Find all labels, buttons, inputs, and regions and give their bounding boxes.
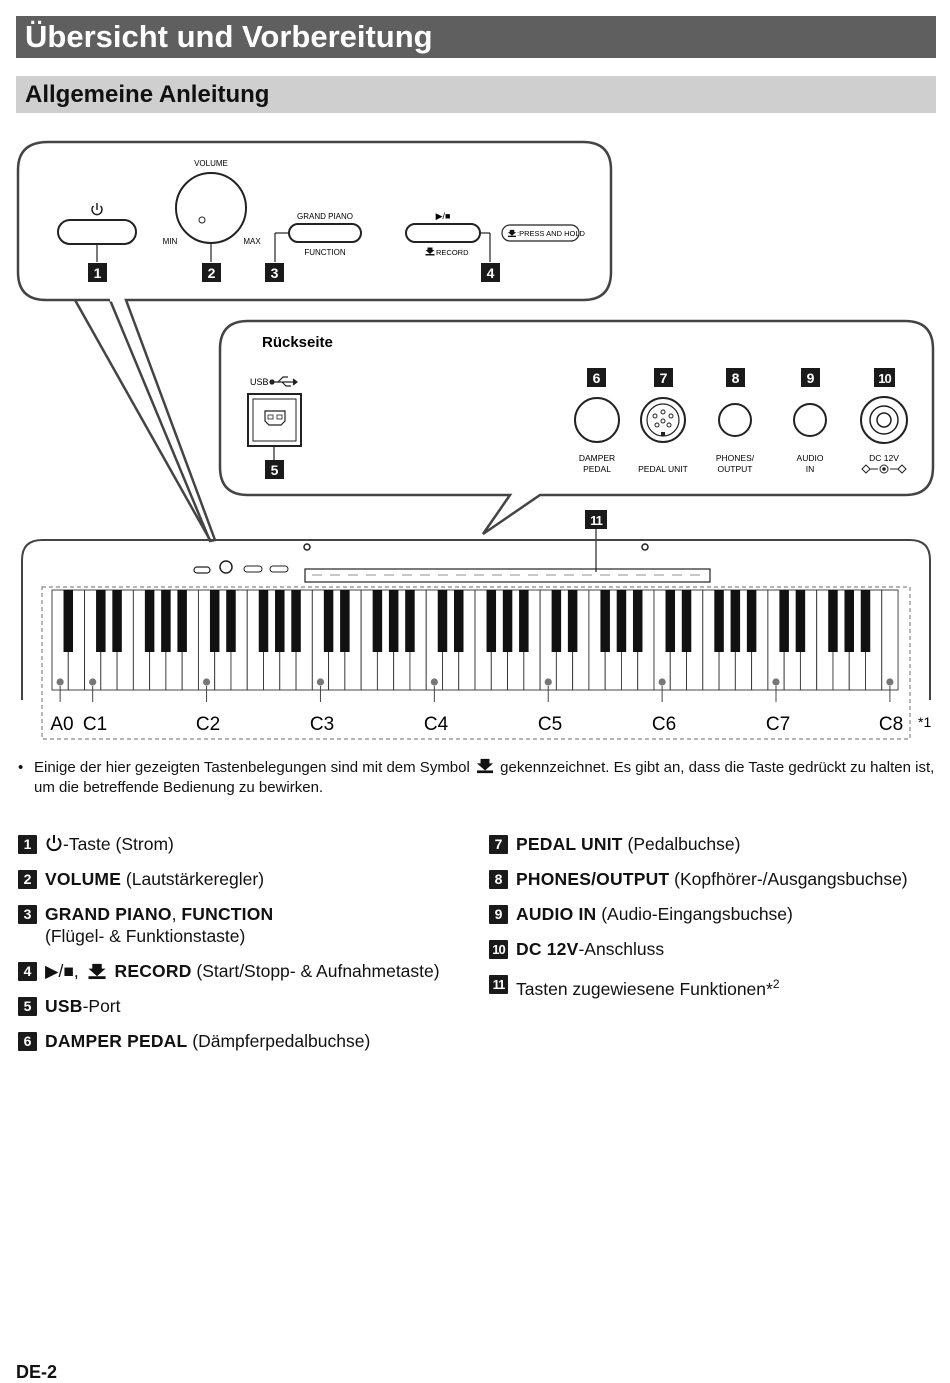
badge-2: 2 — [18, 870, 37, 889]
play-stop-record-button[interactable] — [406, 224, 480, 242]
legend-bold-7: PEDAL UNIT — [516, 834, 623, 854]
dc-12v-label: DC 12V — [869, 453, 899, 463]
key-label-c7: C7 — [765, 714, 791, 735]
key-label-c1: C1 — [82, 714, 108, 735]
black-key — [438, 590, 448, 652]
key-label-a0: A0 — [50, 714, 74, 735]
note-text-2: gekennzeichnet. Es gibt an, dass die Taste gedrückt zu halten ist, um die betreffende Bedienung zu bewirken. — [34, 759, 935, 796]
page-number: DE-2 — [16, 1362, 58, 1382]
dc-12v-jack[interactable] — [861, 397, 907, 443]
badge-10: 10 — [489, 940, 508, 959]
badge-8: 8 — [489, 870, 508, 889]
badge-6: 6 — [18, 1032, 37, 1051]
volume-knob[interactable] — [176, 173, 246, 243]
black-key — [96, 590, 106, 652]
piano-diagram — [0, 120, 950, 745]
black-key — [779, 590, 789, 652]
callout-9 — [801, 368, 820, 387]
legend-text-8: (Kopfhörer-/Ausgangsbuchse) — [669, 869, 908, 889]
download-icon — [474, 758, 496, 774]
legend-text-1: -Taste (Strom) — [63, 834, 174, 854]
callout-7 — [654, 368, 673, 387]
svg-text:8: 8 — [731, 370, 740, 386]
legend-item-6 — [18, 1030, 478, 1052]
key-marker-dot — [57, 678, 64, 685]
black-key — [844, 590, 854, 652]
damper-pedal-jack[interactable] — [575, 398, 619, 442]
grand-piano-button[interactable] — [289, 224, 361, 242]
legend-item-3 — [18, 903, 478, 947]
legend-item-11 — [489, 973, 939, 1000]
function-label: FUNCTION — [304, 248, 346, 257]
usb-icon — [270, 377, 297, 386]
black-key — [568, 590, 578, 652]
badge-3: 3 — [18, 905, 37, 924]
record-download-icon — [426, 248, 435, 256]
legend-bold-4: RECORD — [114, 961, 192, 981]
badge-11: 11 — [489, 975, 508, 994]
mini-control-panel — [194, 561, 710, 582]
callout-2 — [202, 263, 221, 282]
badge-7: 7 — [489, 835, 508, 854]
power-icon — [45, 834, 63, 852]
callout-8 — [726, 368, 745, 387]
key-label-c8: C8 — [878, 714, 904, 735]
callout-5 — [265, 460, 284, 479]
press-hold-note — [18, 758, 938, 798]
black-key — [210, 590, 220, 652]
legend-bold-5: USB — [45, 996, 83, 1016]
legend-sup-11: 2 — [772, 977, 780, 991]
power-icon — [92, 203, 102, 215]
key-marker-dot — [431, 678, 438, 685]
play-stop-symbol: ▶/■ — [435, 211, 451, 221]
black-key — [600, 590, 610, 652]
legend-item-5 — [18, 995, 478, 1017]
audio-in-jack[interactable] — [794, 404, 826, 436]
key-marker-dot — [545, 678, 552, 685]
phones-output-label: PHONES/ — [715, 453, 755, 463]
legend-sym-4: ▶/■, — [45, 961, 84, 981]
page-title: Übersicht und Vorbereitung — [16, 16, 936, 58]
black-key — [405, 590, 415, 652]
legend-item-9 — [489, 903, 939, 925]
black-key — [519, 590, 529, 652]
svg-text:9: 9 — [806, 370, 815, 386]
legend-bold-3a: GRAND PIANO — [45, 904, 172, 924]
legend-item-7 — [489, 833, 939, 855]
usb-port[interactable] — [248, 394, 301, 446]
legend-text-2: (Lautstärkeregler) — [121, 869, 265, 889]
black-key — [275, 590, 285, 652]
legend-text-7: (Pedalbuchse) — [622, 834, 741, 854]
svg-text:3: 3 — [270, 265, 279, 281]
pedal-unit-jack[interactable] — [641, 398, 685, 442]
legend-bold-2: VOLUME — [45, 869, 122, 889]
black-key — [828, 590, 838, 652]
svg-text::PRESS AND HOLD: :PRESS AND HOLD — [517, 229, 585, 238]
legend-item-2 — [18, 868, 478, 890]
black-key — [373, 590, 383, 652]
black-key — [503, 590, 513, 652]
press-hold-tag — [502, 225, 586, 241]
key-marker-dot — [886, 678, 893, 685]
keyboard-footnote: *1 — [918, 714, 932, 730]
black-key — [747, 590, 757, 652]
grand-piano-label: GRAND PIANO — [296, 212, 354, 221]
legend-item-8 — [489, 868, 939, 890]
section-title: Allgemeine Anleitung — [16, 76, 936, 113]
volume-label: VOLUME — [194, 159, 228, 168]
legend-bold-8: PHONES/OUTPUT — [516, 869, 670, 889]
black-key — [796, 590, 806, 652]
svg-text:11: 11 — [590, 513, 602, 528]
record-download-icon — [84, 962, 110, 980]
dc-polarity-icon — [862, 465, 906, 473]
audio-in-label: AUDIO — [796, 453, 824, 463]
black-key — [633, 590, 643, 652]
badge-5: 5 — [18, 997, 37, 1016]
key-marker-dot — [772, 678, 779, 685]
black-key — [324, 590, 334, 652]
svg-text:2: 2 — [207, 265, 216, 281]
volume-min-label: MIN — [162, 237, 178, 246]
audio-in-label-2: IN — [805, 464, 815, 474]
callout-6 — [587, 368, 606, 387]
phones-output-jack[interactable] — [719, 404, 751, 436]
black-key — [731, 590, 741, 652]
black-key — [666, 590, 676, 652]
back-panel-title: Rückseite — [262, 334, 333, 351]
svg-text:1: 1 — [93, 265, 102, 281]
callout-3 — [265, 263, 284, 282]
power-button[interactable] — [58, 220, 136, 244]
legend-item-10 — [489, 938, 939, 960]
black-key — [552, 590, 562, 652]
svg-text:7: 7 — [659, 370, 668, 386]
black-key — [226, 590, 236, 652]
legend-bold-9: AUDIO IN — [516, 904, 597, 924]
callout-10 — [874, 368, 895, 387]
black-key — [682, 590, 692, 652]
key-marker-dot — [317, 678, 324, 685]
black-key — [291, 590, 301, 652]
legend-text-6: (Dämpferpedalbuchse) — [187, 1031, 371, 1051]
key-marker-dot — [203, 678, 210, 685]
legend-bold-6: DAMPER PEDAL — [45, 1031, 188, 1051]
svg-text:10: 10 — [878, 371, 891, 386]
svg-text:5: 5 — [270, 462, 279, 478]
key-label-c6: C6 — [651, 714, 677, 735]
key-marker-dot — [89, 678, 96, 685]
black-key — [714, 590, 724, 652]
note-bullet: • — [18, 759, 24, 776]
black-key — [340, 590, 350, 652]
badge-4: 4 — [18, 962, 37, 981]
legend-bold-10: DC 12V — [516, 939, 579, 959]
legend-item-1 — [18, 833, 478, 855]
legend-right — [489, 833, 939, 1013]
legend-bold-3b: FUNCTION — [181, 904, 274, 924]
black-key — [64, 590, 74, 652]
legend-sep-3: , — [171, 904, 182, 924]
black-key — [161, 590, 171, 652]
callout-1 — [88, 263, 107, 282]
note-text-1: Einige der hier gezeigten Tastenbelegungen sind mit dem Symbol — [34, 759, 470, 776]
black-key — [617, 590, 627, 652]
black-key — [145, 590, 155, 652]
key-label-c3: C3 — [309, 714, 335, 735]
pedal-unit-label: PEDAL UNIT — [638, 464, 688, 474]
legend-text-11: Tasten zugewiesene Funktionen* — [516, 978, 773, 999]
badge-9: 9 — [489, 905, 508, 924]
legend-left — [18, 833, 478, 1065]
key-label-c5: C5 — [537, 714, 563, 735]
black-key — [389, 590, 399, 652]
black-key — [259, 590, 269, 652]
legend-text-9: (Audio-Eingangsbuchse) — [596, 904, 793, 924]
usb-label: USB — [250, 377, 269, 387]
key-marker-dot — [659, 678, 666, 685]
key-label-c4: C4 — [423, 714, 449, 735]
key-label-c2: C2 — [195, 714, 221, 735]
black-key — [112, 590, 122, 652]
damper-pedal-label: DAMPER — [578, 453, 616, 463]
svg-text:6: 6 — [592, 370, 601, 386]
phones-output-label-2: OUTPUT — [717, 464, 753, 474]
black-key — [861, 590, 871, 652]
svg-text:4: 4 — [486, 265, 495, 281]
white-key — [882, 590, 898, 690]
badge-1: 1 — [18, 835, 37, 854]
legend-text-10: -Anschluss — [578, 939, 665, 959]
callout-4 — [481, 263, 500, 282]
legend-text-5: -Port — [82, 996, 121, 1016]
damper-pedal-label-2: PEDAL — [583, 464, 611, 474]
piano-keys — [52, 590, 898, 690]
record-label: RECORD — [436, 248, 469, 257]
volume-max-label: MAX — [243, 237, 261, 246]
legend-item-4 — [18, 960, 478, 982]
legend-text-4: (Start/Stopp- & Aufnahmetaste) — [191, 961, 440, 981]
black-key — [454, 590, 464, 652]
black-key — [177, 590, 187, 652]
black-key — [487, 590, 497, 652]
callout-11 — [585, 510, 607, 529]
legend-text-3: (Flügel- & Funktionstaste) — [45, 926, 246, 946]
